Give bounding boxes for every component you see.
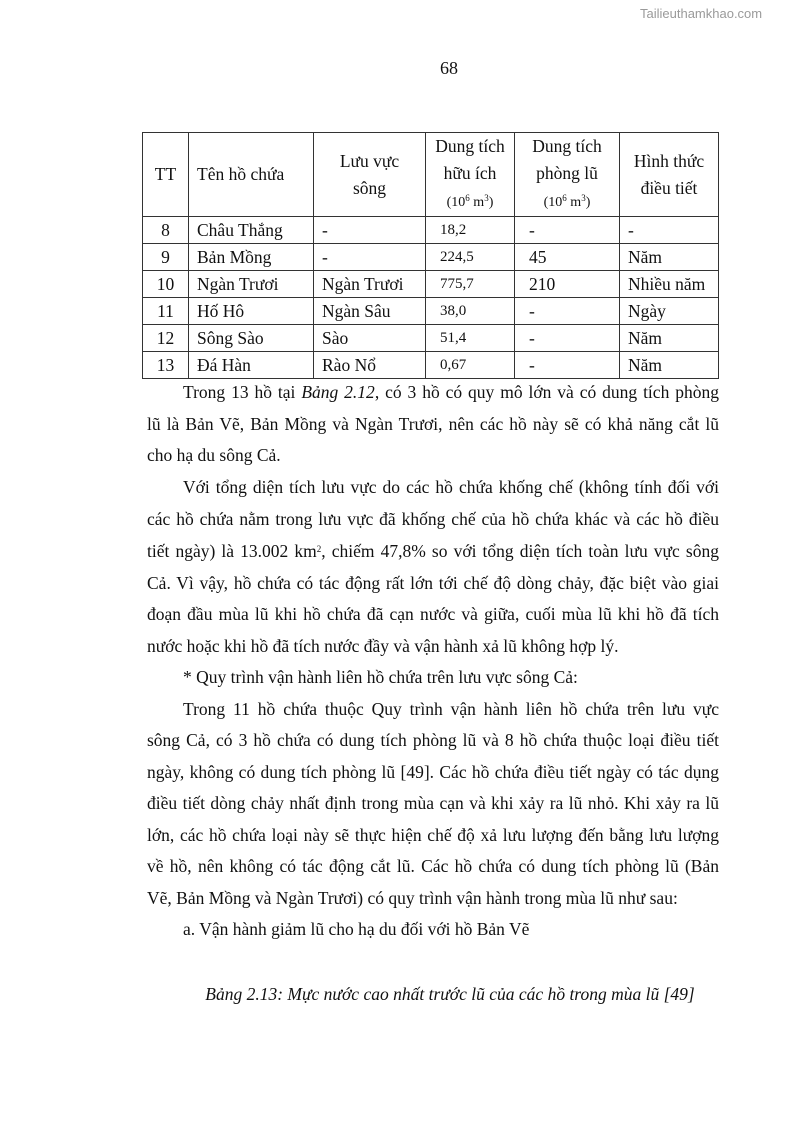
table-row <box>143 325 719 352</box>
table-row <box>143 271 719 298</box>
paragraph-1-line: cho hạ du sông Cả. <box>147 445 281 465</box>
section-heading: * Quy trình vận hành liên hồ chứa trên lưu vực sông Cả: <box>183 667 578 687</box>
cell-name: Sông Sào <box>189 325 314 352</box>
cell-useful: 51,4 <box>426 325 515 352</box>
header-basin: Lưu vực sông <box>314 133 426 217</box>
paragraph-2-line: Cả. Vì vậy, hồ chứa có tác động rất lớn tới chế độ dòng chảy, đặc biệt vào giai <box>147 573 719 593</box>
cell-useful: 18,2 <box>426 217 515 244</box>
cell-reg: Năm <box>620 325 719 352</box>
paragraph-4-line: về hồ, nên không có tác động cắt lũ. Các hồ chứa có dung tích phòng lũ (Bản <box>147 856 719 876</box>
paragraph-4-line: ngày, không có dung tích phòng lũ [49]. Các hồ chứa điều tiết ngày có tác dụng <box>147 762 719 782</box>
header-useful-capacity: Dung tích hữu ích ($10^6$ $m^3$) <box>426 133 515 217</box>
cell-useful: 0,67 <box>426 352 515 379</box>
paragraph-2-line: tiết ngày) là 13.002 $km^2$, chiếm 47,8% so với tổng diện tích toàn lưu vực sông <box>147 541 719 561</box>
cell-name: Đá Hàn <box>189 352 314 379</box>
paragraph-4-line: sông Cả, có 3 hồ chứa có dung tích phòng lũ và 8 hồ chứa thuộc loại điều tiết <box>147 730 719 750</box>
paragraph-4-line: điều tiết dòng chảy nhất định trong mùa cạn và khi xảy ra lũ nhỏ. Khi xảy ra lũ <box>147 793 719 813</box>
paragraph-4-line: Vẽ, Bản Mồng và Ngàn Trươi) có quy trình vận hành trong mùa lũ như sau: <box>147 888 678 908</box>
header-flood-capacity: Dung tích phòng lũ ($10^6$ $m^3$) <box>515 133 620 217</box>
table-row <box>143 352 719 379</box>
cell-flood: - <box>515 325 620 352</box>
cell-name: Bản Mồng <box>189 244 314 271</box>
cell-name: Ngàn Trươi <box>189 271 314 298</box>
cell-reg: Năm <box>620 352 719 379</box>
cell-useful: 224,5 <box>426 244 515 271</box>
header-tt: TT <box>143 133 189 217</box>
cell-flood: 210 <box>515 271 620 298</box>
cell-basin: - <box>314 244 426 271</box>
cell-tt: 13 <box>143 352 189 379</box>
reservoir-table <box>142 132 719 379</box>
page-number: 68 <box>440 58 458 78</box>
paragraph-4-line: Trong 11 hồ chứa thuộc Quy trình vận hành liên hồ chứa trên lưu vực <box>183 699 719 719</box>
cell-basin: Ngàn Trươi <box>314 271 426 298</box>
paragraph-2-line: các hồ chứa nằm trong lưu vực đã khống chế của hồ chứa khác và các hồ điều <box>147 509 719 529</box>
cell-reg: Năm <box>620 244 719 271</box>
table-row <box>143 244 719 271</box>
cell-reg: - <box>620 217 719 244</box>
cell-flood: - <box>515 352 620 379</box>
cell-reg: Ngày <box>620 298 719 325</box>
cell-tt: 10 <box>143 271 189 298</box>
cell-useful: 775,7 <box>426 271 515 298</box>
table-header-row <box>143 133 719 217</box>
cell-basin: - <box>314 217 426 244</box>
cell-flood: - <box>515 298 620 325</box>
cell-tt: 12 <box>143 325 189 352</box>
paragraph-2-line: nước hoặc khi hồ đã tích nước đầy và vận hành xả lũ không hợp lý. <box>147 636 619 656</box>
paragraph-4-line: lớn, các hồ chứa loại này sẽ thực hiện chế độ xả lưu lượng đến bằng lưu lượng <box>147 825 719 845</box>
cell-flood: 45 <box>515 244 620 271</box>
cell-tt: 9 <box>143 244 189 271</box>
cell-name: Hố Hô <box>189 298 314 325</box>
cell-basin: Ngàn Sâu <box>314 298 426 325</box>
table-caption: Bảng 2.13: Mực nước cao nhất trước lũ của các hồ trong mùa lũ [49] <box>205 984 695 1004</box>
cell-basin: Rào Nổ <box>314 352 426 379</box>
cell-tt: 8 <box>143 217 189 244</box>
cell-basin: Sào <box>314 325 426 352</box>
header-regulation: Hình thức điều tiết <box>620 133 719 217</box>
paragraph-1-line: lũ là Bản Vẽ, Bản Mồng và Ngàn Trươi, nên các hồ này sẽ có khả năng cắt lũ <box>147 414 719 434</box>
paragraph-2-line: đoạn đầu mùa lũ khi hồ chứa đã cạn nước và giữa, cuối mùa lũ khi hồ đã tích <box>147 604 719 624</box>
table-row <box>143 298 719 325</box>
cell-useful: 38,0 <box>426 298 515 325</box>
cell-tt: 11 <box>143 298 189 325</box>
header-name: Tên hồ chứa <box>189 133 314 217</box>
paragraph-1-line: Trong 13 hồ tại Bảng 2.12, có 3 hồ có quy mô lớn và có dung tích phòng <box>183 382 719 402</box>
cell-name: Châu Thắng <box>189 217 314 244</box>
cell-reg: Nhiều năm <box>620 271 719 298</box>
watermark: Tailieuthamkhao.com <box>640 6 763 21</box>
cell-flood: - <box>515 217 620 244</box>
table-row <box>143 217 719 244</box>
paragraph-2-line: Với tổng diện tích lưu vực do các hồ chứa khống chế (không tính đối với <box>183 477 719 497</box>
subsection-heading: a. Vận hành giảm lũ cho hạ du đối với hồ Bản Vẽ <box>183 919 530 939</box>
